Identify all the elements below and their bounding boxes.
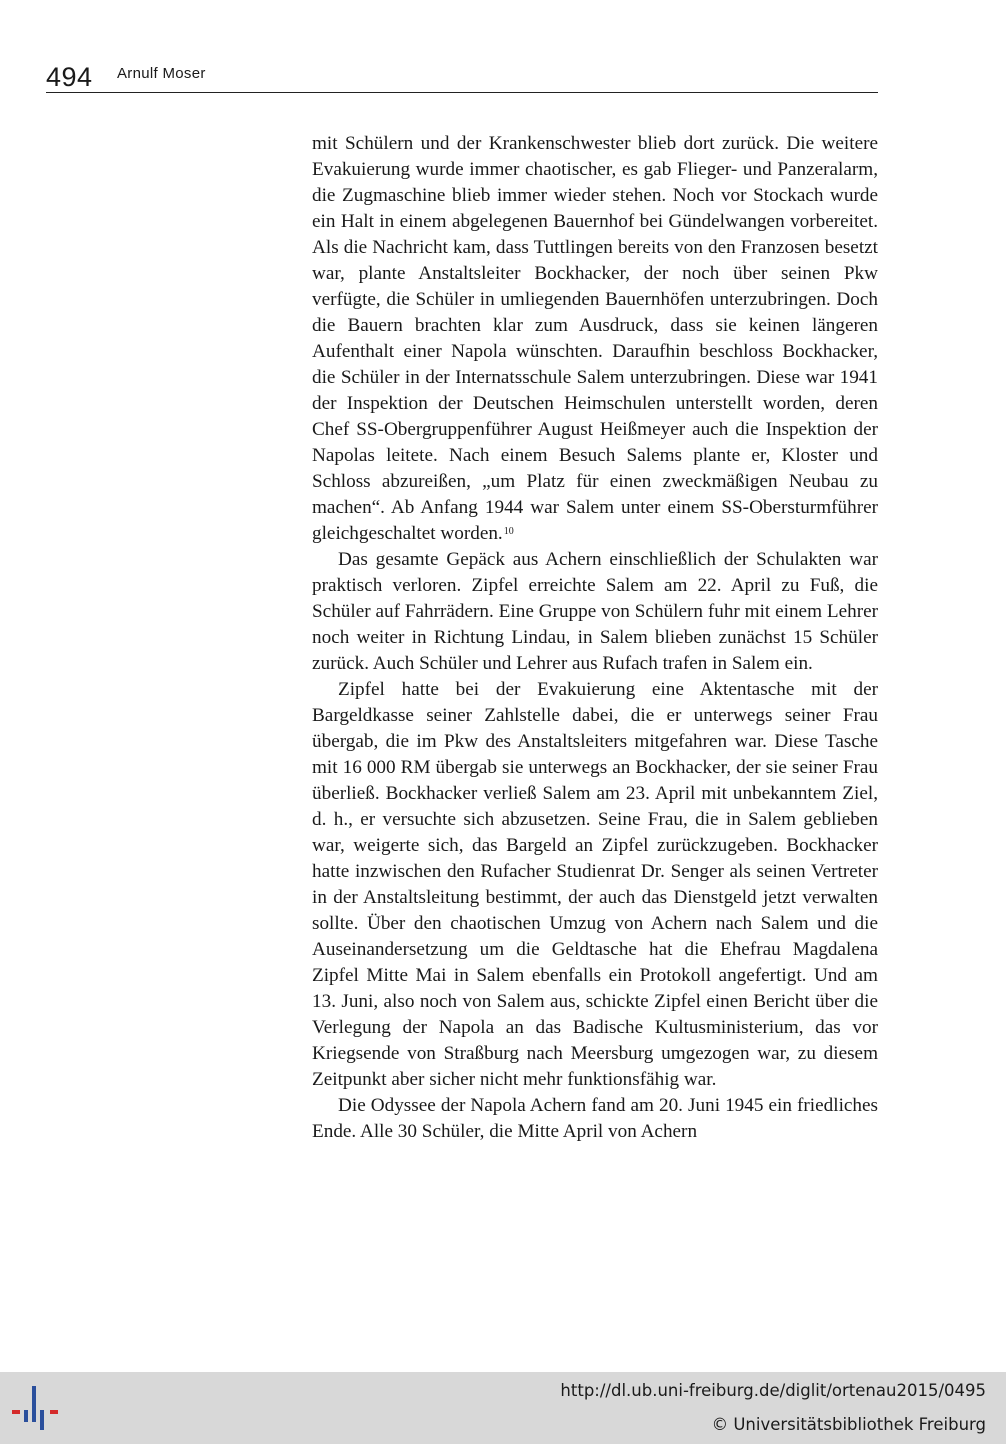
- page-number: 494: [46, 62, 93, 92]
- copyright-notice: © Universitätsbibliothek Freiburg: [711, 1415, 986, 1434]
- paragraph-1: [312, 131, 878, 547]
- paragraph-3: Zipfel hatte bei der Evakuierung eine Aktentasche mit der Bargeldkasse seiner Zahlstelle dabei, die er unterwegs seiner Frau übergab, die im Pkw des Anstaltsleiters mitgefahren war. Diese Tasche mit 16 000 RM übergab sie unterwegs an Bockhacker, der sie seiner Frau überließ. Bockhacker verließ Salem am 23. April mit unbekanntem Ziel, d. h., er versuchte sich abzusetzen. Seine Frau, die in Salem geblieben war, weigerte sich, das Bargeld an Zipfel zurückzugeben. Bockhacker hatte inzwischen den Rufacher Studienrat Dr. Senger als seinen Vertreter in der Anstaltsleitung bestimmt, der auch das Dienstgeld jetzt verwalten sollte. Über den chaotischen Umzug von Achern nach Salem und die Auseinandersetzung um die Geldtasche hat die Ehefrau Magdalena Zipfel Mitte Mai in Salem ebenfalls ein Protokoll angefertigt. Und am 13. Juni, also noch von Salem aus, schickte Zipfel einen Bericht über die Verlegung der Napola an das Badische Kultusministerium, das vor Kriegsende von Straßburg nach Meersburg umgezogen war, zu diesem Zeitpunkt aber sicher nicht mehr funktionsfähig war.: [312, 679, 878, 1090]
- footnote-reference[interactable]: 10: [503, 526, 514, 537]
- paragraph-1-text: mit Schülern und der Krankenschwester blieb dort zurück. Die weitere Evakuierung wurde immer chaotischer, es gab Flieger- und Panzeralarm, die Zugmaschine blieb immer wieder stehen. Noch vor Stockach wurde ein Halt in einem abgelegenen Bauernhof bei Gündelwangen vorbereitet. Als die Nachricht kam, dass Tuttlingen bereits von den Franzosen besetzt war, plante Anstaltsleiter Bockhacker, der noch über seinen Pkw verfügte, die Schüler in umliegenden Bauernhöfen unterzubringen. Doch die Bauern brachten klar zum Ausdruck, dass sie keinen längeren Aufenthalt einer Napola wünschten. Daraufhin beschloss Bockhacker, die Schüler in der Internatsschule Salem unterzubringen. Diese war 1941 der Inspektion der Deutschen Heimschulen unterstellt worden, deren Chef SS-Obergruppenführer August Heißmeyer auch die Inspektion der Napolas leitete. Nach einem Besuch Salems plante er, Kloster und Schloss abzureißen, „um Platz für einen zweckmäßigen Neubau zu machen“. Ab Anfang 1944 war Salem unter einem SS-Obersturmführer gleichgeschaltet worden.: [312, 133, 878, 544]
- footer-bar: [0, 1372, 1006, 1444]
- logo-graphic: [12, 1382, 64, 1432]
- ub-freiburg-logo-icon[interactable]: [12, 1382, 64, 1432]
- paragraph-4: Die Odyssee der Napola Achern fand am 20. Juni 1945 ein friedliches Ende. Alle 30 Schüler, die Mitte April von Achern: [312, 1095, 878, 1142]
- source-url-link[interactable]: http://dl.ub.uni-freiburg.de/diglit/ortenau2015/0495: [560, 1381, 986, 1400]
- running-head-author: Arnulf Moser: [117, 65, 206, 82]
- article-body: [312, 131, 878, 1145]
- paragraph-2: Das gesamte Gepäck aus Achern einschließlich der Schulakten war praktisch verloren. Zipfel erreichte Salem am 22. April zu Fuß, die Schüler auf Fahrrädern. Eine Gruppe von Schülern fuhr mit einem Lehrer noch weiter in Richtung Lindau, in Salem blieben zunächst 15 Schüler zurück. Auch Schüler und Lehrer aus Rufach trafen in Salem ein.: [312, 549, 878, 674]
- page-header: [46, 62, 878, 93]
